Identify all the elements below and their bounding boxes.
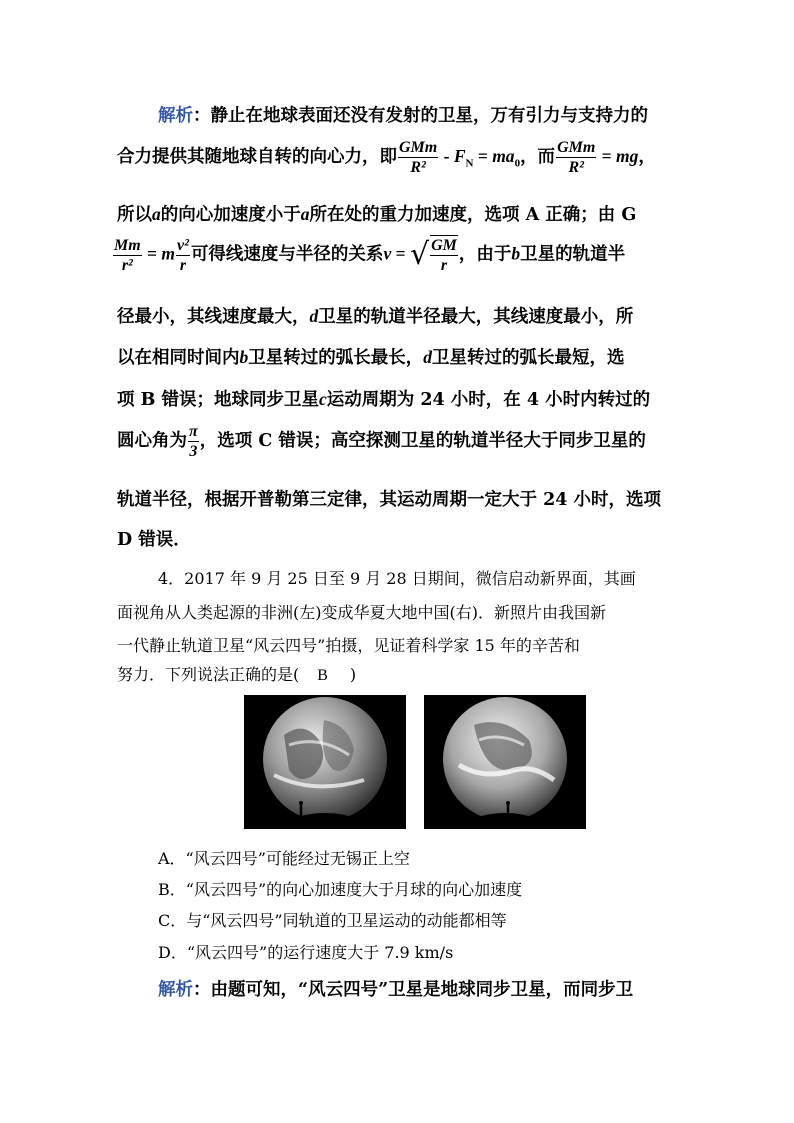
option-b: B．“风云四号”的向心加速度大于月球的向心加速度 <box>158 880 523 899</box>
fraction-mm-r2: $\frac{Mm}{\text{r²}}$ <box>114 236 141 274</box>
option-d: D．“风云四号”的运行速度大于 7.9 km/s <box>158 943 454 962</box>
fraction-gmm-r2: $\frac{\text{GMm}}{\text{R²}}$ <box>399 139 438 176</box>
question-4-line-2: 面视角从人类起源的非洲(左)变成华夏大地中国(右)．新照片由我国新 <box>117 603 606 622</box>
answer-choice: B <box>317 667 328 684</box>
question-4-line-4: 努力．下列说法正确的是( B ) <box>117 665 357 684</box>
solution-label-2: 解析 <box>158 980 193 1000</box>
question-4-line-3: 一代静止轨道卫星“风云四号”拍摄，见证着科学家 15 年的辛苦和 <box>117 636 580 655</box>
option-a: A．“风云四号”可能经过无锡正上空 <box>158 849 410 868</box>
solution-label: 解析 <box>158 106 193 126</box>
solution-line-9: 轨道半径，根据开普勒第三定律，其运动周期一定大于 24 小时，选项 <box>117 490 662 510</box>
solution-line-4: $\frac{Mm}{\text{r²}}$ = m $\frac{\text{v²}}{r}$ 可得线速度与半径的关系v = √ $\frac{GM}{r}$ ，由于b卫星的轨道半 <box>114 236 626 274</box>
solution-2-line-1: 解析：由题可知，“风云四号”卫星是地球同步卫星，而同步卫 <box>158 980 634 1000</box>
solution-line-3: 所以a的向心加速度小于a所在处的重力加速度，选项 A 正确；由 G <box>117 204 637 225</box>
earth-photo-africa <box>244 695 406 829</box>
solution-line-7: 项 B 错误；地球同步卫星c运动周期为 24 小时，在 4 小时内转过的 <box>117 389 651 410</box>
earth-photo-china <box>424 695 586 829</box>
sqrt-sign: √ <box>409 237 430 272</box>
sqrt-fraction-gm-r: $\frac{GM}{r}$ <box>431 237 457 274</box>
fraction-v2-r: $\frac{\text{v²}}{r}$ <box>177 236 189 274</box>
solution-line-6: 以在相同时间内b卫星转过的弧长最长，d卫星转过的弧长最短，选 <box>117 347 625 368</box>
solution-line-1: 解析：静止在地球表面还没有发射的卫星，万有引力与支持力的 <box>158 106 648 126</box>
option-c: C．与“风云四号”同轨道的卫星运动的动能都相等 <box>158 911 507 930</box>
solution-line-8: 圆心角为 $\frac{\pi}{3}$ ，选项 C 错误；高空探测卫星的轨道半径大于同步卫星的 <box>117 423 646 460</box>
solution-line-5: 径最小，其线速度最大，d卫星的轨道半径最大，其线速度最小，所 <box>117 306 634 327</box>
solution-line-2: 合力提供其随地球自转的向心力，即 $\frac{\text{GMm}}{\text{R²}}$ - $F_N = ma_0$，而 $\frac{\text{GMm}}{\text{R²}}$ = mg， <box>117 139 656 176</box>
question-4-line-1: 4．2017 年 9 月 25 日至 9 月 28 日期间，微信启动新界面，其画 <box>158 569 636 588</box>
solution-line-10: D 错误． <box>117 530 191 550</box>
fraction-gmm-r2-2: $\frac{\text{GMm}}{\text{R²}}$ <box>557 139 596 176</box>
fraction-pi-3: $\frac{\pi}{3}$ <box>189 423 198 460</box>
